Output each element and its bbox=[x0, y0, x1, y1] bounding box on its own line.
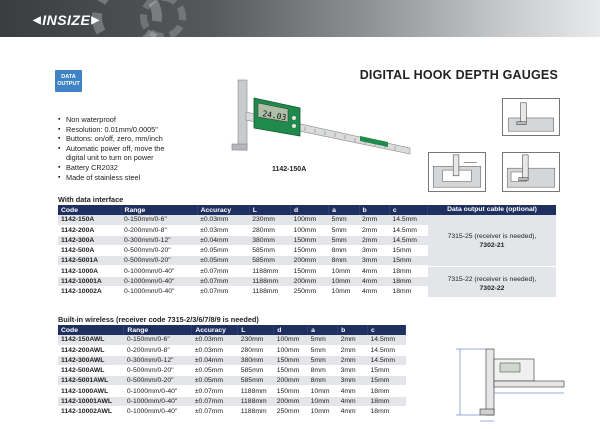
table-cell: 230mm bbox=[238, 335, 274, 345]
model-code-cell: 1142-200A bbox=[58, 225, 121, 235]
table-cell: 200mm bbox=[291, 256, 329, 266]
model-code-cell: 1142-1000AWL bbox=[58, 386, 124, 396]
table-cell: 2mm bbox=[359, 235, 389, 245]
table-cell: ±0.07mm bbox=[192, 396, 238, 406]
table-cell: 585mm bbox=[249, 256, 290, 266]
table-cell: ±0.07mm bbox=[192, 406, 238, 416]
table-cell: 380mm bbox=[249, 235, 290, 245]
table-cell: ±0.03mm bbox=[192, 335, 238, 345]
table-cell: 18mm bbox=[368, 396, 406, 406]
table-cell: 0-1000mm/0-40" bbox=[121, 266, 197, 276]
table-cell: 4mm bbox=[338, 406, 368, 416]
cable-option-2-line1: 7315-22 (receiver is needed), bbox=[447, 276, 537, 283]
table-row bbox=[58, 276, 428, 286]
feature-item: ▪ Made of stainless steel bbox=[58, 173, 164, 183]
cable-option-1-line2: 7302-21 bbox=[479, 242, 505, 249]
data-output-badge bbox=[55, 70, 82, 92]
table-cell: 0-1000mm/0-40" bbox=[121, 276, 197, 286]
table-cell: 0-1000mm/0-40" bbox=[124, 386, 192, 396]
table-cell: 1188mm bbox=[249, 276, 290, 286]
table-row bbox=[58, 396, 406, 406]
table-cell: 200mm bbox=[274, 376, 308, 386]
col-a: a bbox=[308, 325, 338, 335]
table-row bbox=[58, 386, 406, 396]
table-cell: 15mm bbox=[368, 376, 406, 386]
model-code-cell: 1142-10001AWL bbox=[58, 396, 124, 406]
col-d: d bbox=[274, 325, 308, 335]
table-cell: 0-500mm/0-20" bbox=[121, 246, 197, 256]
col-b: b bbox=[359, 205, 389, 215]
table-cell: 250mm bbox=[274, 406, 308, 416]
table-row bbox=[58, 266, 428, 276]
table-cell: 14.5mm bbox=[389, 235, 427, 245]
table-cell: 585mm bbox=[238, 366, 274, 376]
table-cell: 5mm bbox=[329, 215, 359, 225]
col-accuracy: Accuracy bbox=[192, 325, 238, 335]
table-cell: 4mm bbox=[338, 396, 368, 406]
col-c: c bbox=[368, 325, 406, 335]
table-cell: 18mm bbox=[368, 386, 406, 396]
application-diagram-2 bbox=[428, 152, 486, 192]
model-code-cell: 1142-10002A bbox=[58, 286, 121, 296]
dimension-drawing bbox=[448, 345, 568, 425]
table-cell: 150mm bbox=[274, 386, 308, 396]
cable-option-1 bbox=[428, 215, 556, 266]
table-cell: 10mm bbox=[329, 266, 359, 276]
table-cell: 585mm bbox=[249, 246, 290, 256]
table-cell: 150mm bbox=[274, 366, 308, 376]
feature-item: ▪ Battery CR2032 bbox=[58, 163, 164, 173]
table-cell: 10mm bbox=[308, 406, 338, 416]
model-code-cell: 1142-500A bbox=[58, 246, 121, 256]
table-cell: 100mm bbox=[274, 345, 308, 355]
feature-item-continued: digital unit to turn on power bbox=[66, 153, 154, 163]
table-cell: 150mm bbox=[291, 266, 329, 276]
cable-option-2-line2: 7302-22 bbox=[479, 285, 505, 292]
table-cell: 3mm bbox=[338, 366, 368, 376]
col-l: L bbox=[249, 205, 290, 215]
brand-logo-text: INSIZE bbox=[42, 12, 91, 28]
product-model-label: 1142-150A bbox=[272, 166, 307, 173]
col-code: Code bbox=[58, 205, 121, 215]
table-cell: 8mm bbox=[308, 366, 338, 376]
table-cell: 15mm bbox=[368, 366, 406, 376]
hook-depth-gauge-image bbox=[210, 78, 420, 158]
table-cell: 0-200mm/0-8" bbox=[124, 345, 192, 355]
model-code-cell: 1142-5001A bbox=[58, 256, 121, 266]
table-cell: 150mm bbox=[291, 246, 329, 256]
brand-logo: ◀ INSIZE ▶ bbox=[33, 12, 100, 28]
table-row bbox=[58, 215, 428, 225]
model-code-cell: 1142-150AWL bbox=[58, 335, 124, 345]
model-code-cell: 1142-150A bbox=[58, 215, 121, 225]
cable-option-1-line1: 7315-25 (receiver is needed), bbox=[447, 233, 537, 240]
model-code-cell: 1142-1000A bbox=[58, 266, 121, 276]
table-cell: 0-500mm/0-20" bbox=[124, 376, 192, 386]
table-cell: 150mm bbox=[291, 235, 329, 245]
table-cell: 10mm bbox=[329, 286, 359, 296]
table-row bbox=[58, 406, 406, 416]
table-row bbox=[58, 246, 428, 256]
table-cell: ±0.03mm bbox=[192, 345, 238, 355]
page-title: DIGITAL HOOK DEPTH GAUGES bbox=[359, 68, 558, 82]
table-cell: 150mm bbox=[274, 355, 308, 365]
col-range: Range bbox=[121, 205, 197, 215]
table-cell: 3mm bbox=[359, 246, 389, 256]
table-header-row bbox=[58, 205, 428, 215]
cable-header: Data output cable (optional) bbox=[428, 205, 556, 215]
table-cell: 2mm bbox=[359, 225, 389, 235]
table-cell: 14.5mm bbox=[368, 355, 406, 365]
table-row bbox=[58, 225, 428, 235]
table-cell: ±0.05mm bbox=[192, 376, 238, 386]
table-cell: ±0.03mm bbox=[197, 225, 249, 235]
table-cell: 4mm bbox=[359, 286, 389, 296]
table-cell: 4mm bbox=[359, 276, 389, 286]
table-cell: 5mm bbox=[308, 345, 338, 355]
table-cell: 0-200mm/0-8" bbox=[121, 225, 197, 235]
table-cell: 200mm bbox=[274, 396, 308, 406]
table-row bbox=[58, 335, 406, 345]
table-row bbox=[58, 366, 406, 376]
table-cell: 18mm bbox=[389, 286, 427, 296]
feature-list bbox=[58, 115, 164, 182]
table-cell: 280mm bbox=[238, 345, 274, 355]
table-cell: 18mm bbox=[389, 266, 427, 276]
table-row bbox=[58, 376, 406, 386]
col-c: c bbox=[389, 205, 427, 215]
feature-item: ▪ Buttons: on/off, zero, mm/inch bbox=[58, 134, 164, 144]
table-cell: 5mm bbox=[308, 355, 338, 365]
table-cell: 4mm bbox=[338, 386, 368, 396]
table-cell: 280mm bbox=[249, 225, 290, 235]
table-cell: 5mm bbox=[329, 225, 359, 235]
table-cell: 2mm bbox=[338, 345, 368, 355]
data-interface-body bbox=[58, 215, 428, 297]
table-cell: ±0.07mm bbox=[192, 386, 238, 396]
col-accuracy: Accuracy bbox=[197, 205, 249, 215]
table-cell: 2mm bbox=[338, 355, 368, 365]
table-cell: 200mm bbox=[291, 276, 329, 286]
col-a: a bbox=[329, 205, 359, 215]
table-row bbox=[58, 235, 428, 245]
model-code-cell: 1142-10002AWL bbox=[58, 406, 124, 416]
table-cell: 15mm bbox=[389, 256, 427, 266]
col-l: L bbox=[238, 325, 274, 335]
table-cell: ±0.04mm bbox=[192, 355, 238, 365]
table-cell: ±0.05mm bbox=[197, 256, 249, 266]
table-cell: 1188mm bbox=[238, 396, 274, 406]
table-cell: 10mm bbox=[329, 276, 359, 286]
table-cell: 8mm bbox=[308, 376, 338, 386]
wireless-table bbox=[58, 325, 406, 417]
table-cell: 1188mm bbox=[238, 406, 274, 416]
model-code-cell: 1142-5001AWL bbox=[58, 376, 124, 386]
wireless-body bbox=[58, 335, 406, 417]
table-row bbox=[58, 286, 428, 296]
model-code-cell: 1142-300AWL bbox=[58, 355, 124, 365]
table-cell: 585mm bbox=[238, 376, 274, 386]
cable-option-2 bbox=[428, 266, 556, 297]
table-cell: 100mm bbox=[291, 225, 329, 235]
table-cell: 100mm bbox=[274, 335, 308, 345]
table-cell: 2mm bbox=[359, 215, 389, 225]
gauge-display-value: 24.03 bbox=[261, 109, 287, 123]
gear-decoration-icon bbox=[140, 0, 186, 40]
model-code-cell: 1142-10001A bbox=[58, 276, 121, 286]
table-cell: 15mm bbox=[389, 246, 427, 256]
table-cell: 0-1000mm/0-40" bbox=[121, 286, 197, 296]
table-cell: 0-1000mm/0-40" bbox=[124, 406, 192, 416]
data-interface-label: With data interface bbox=[58, 195, 124, 204]
badge-line-2: OUTPUT bbox=[57, 81, 80, 87]
header-banner bbox=[0, 0, 600, 37]
table-cell: 3mm bbox=[359, 256, 389, 266]
table-cell: 250mm bbox=[291, 286, 329, 296]
table-cell: 5mm bbox=[308, 335, 338, 345]
table-cell: ±0.07mm bbox=[197, 266, 249, 276]
table-header-row bbox=[58, 325, 406, 335]
table-cell: 8mm bbox=[329, 246, 359, 256]
table-cell: 14.5mm bbox=[368, 345, 406, 355]
table-cell: 3mm bbox=[338, 376, 368, 386]
table-cell: 380mm bbox=[238, 355, 274, 365]
feature-item: ▪ Resolution: 0.01mm/0.0005" bbox=[58, 125, 164, 135]
table-cell: 1188mm bbox=[249, 286, 290, 296]
table-cell: ±0.07mm bbox=[197, 286, 249, 296]
table-cell: 0-300mm/0-12" bbox=[121, 235, 197, 245]
table-cell: 0-150mm/0-6" bbox=[124, 335, 192, 345]
table-cell: 2mm bbox=[338, 335, 368, 345]
feature-item: ▪ Automatic power off, move the bbox=[58, 144, 164, 154]
model-code-cell: 1142-500AWL bbox=[58, 366, 124, 376]
application-diagram-3 bbox=[502, 152, 560, 192]
table-cell: 5mm bbox=[329, 235, 359, 245]
table-cell: 0-150mm/0-6" bbox=[121, 215, 197, 225]
table-cell: ±0.05mm bbox=[192, 366, 238, 376]
col-range: Range bbox=[124, 325, 192, 335]
model-code-cell: 1142-200AWL bbox=[58, 345, 124, 355]
table-row bbox=[58, 345, 406, 355]
table-cell: 14.5mm bbox=[368, 335, 406, 345]
model-code-cell: 1142-300A bbox=[58, 235, 121, 245]
table-cell: 1188mm bbox=[249, 266, 290, 276]
table-cell: 14.5mm bbox=[389, 215, 427, 225]
table-cell: 18mm bbox=[368, 406, 406, 416]
table-cell: 100mm bbox=[291, 215, 329, 225]
table-cell: 4mm bbox=[359, 266, 389, 276]
table-cell: ±0.04mm bbox=[197, 235, 249, 245]
table-cell: 0-1000mm/0-40" bbox=[124, 396, 192, 406]
col-b: b bbox=[338, 325, 368, 335]
table-cell: ±0.05mm bbox=[197, 246, 249, 256]
wireless-label: Built-in wireless (receiver code 7315-2/3/6/7/8/9 is needed) bbox=[58, 315, 259, 324]
table-cell: ±0.07mm bbox=[197, 276, 249, 286]
table-cell: 0-500mm/0-20" bbox=[124, 366, 192, 376]
table-cell: 8mm bbox=[329, 256, 359, 266]
table-row bbox=[58, 355, 406, 365]
col-code: Code bbox=[58, 325, 124, 335]
table-cell: 0-300mm/0-12" bbox=[124, 355, 192, 365]
table-cell: 1188mm bbox=[238, 386, 274, 396]
table-cell: 18mm bbox=[389, 276, 427, 286]
badge-line-1: DATA bbox=[61, 74, 76, 80]
table-cell: 10mm bbox=[308, 396, 338, 406]
col-d: d bbox=[291, 205, 329, 215]
table-cell: ±0.03mm bbox=[197, 215, 249, 225]
table-cell: 0-500mm/0-20" bbox=[121, 256, 197, 266]
application-diagram-1 bbox=[502, 98, 560, 136]
table-cell: 230mm bbox=[249, 215, 290, 225]
feature-item: ▪ Non waterproof bbox=[58, 115, 164, 125]
table-cell: 10mm bbox=[308, 386, 338, 396]
table-row bbox=[58, 256, 428, 266]
table-cell: 14.5mm bbox=[389, 225, 427, 235]
data-interface-table bbox=[58, 205, 428, 297]
